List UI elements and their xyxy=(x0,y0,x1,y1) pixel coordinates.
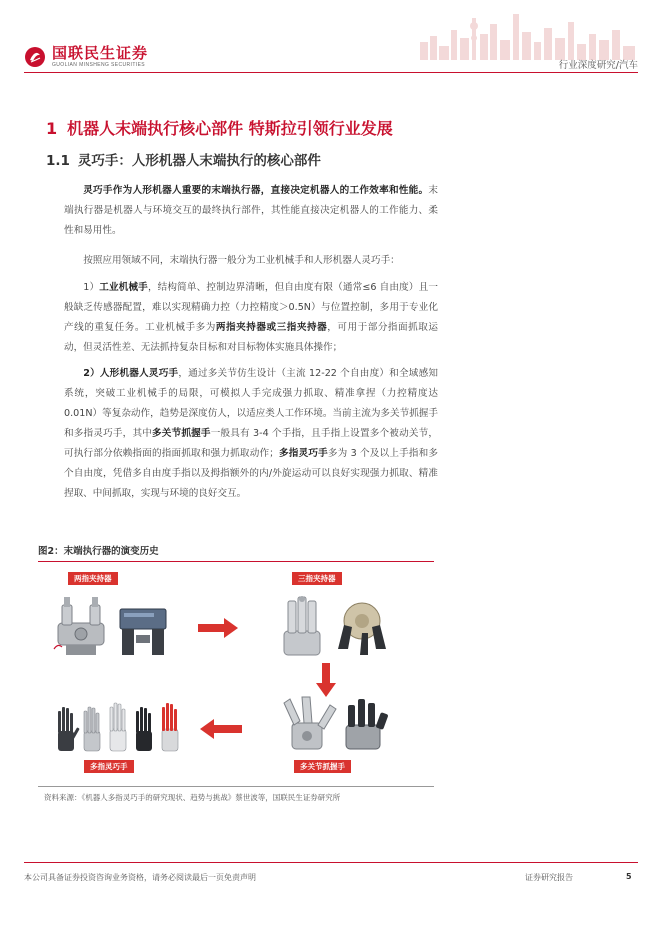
paragraph-intro-text: 末端执行器是机器人与环境交互的最终执行部件，其性能直接决定机器人的工作能力、柔性和易用性。 xyxy=(64,185,438,236)
figure-top-rule xyxy=(38,561,434,562)
logo-name-en: GUOLIAN MINSHENG SECURITIES xyxy=(52,62,146,68)
logo-mark-icon xyxy=(24,46,46,68)
footer-disclaimer: 本公司具备证券投资咨询业务资格，请务必阅读最后一页免责声明 xyxy=(24,873,256,882)
paragraph-industrial-text-1: ，结构简单、控制边界清晰，但自由度有限（通常≤6 自由度）且一般缺乏传感器配置，难以实现精确力控（力控精度＞0.5N）与位置控制，多用于专业化产线的重复任务。工业机械手多为 xyxy=(64,282,439,333)
section-title: 机器人末端执行核心部件 特斯拉引领行业发展 xyxy=(67,119,393,138)
report-category: 行业深度研究/汽车 xyxy=(558,60,638,71)
header-divider xyxy=(24,72,638,73)
figure-end-effector-evolution xyxy=(38,563,434,785)
paragraph-industrial-lead: 1） xyxy=(83,282,100,293)
label-three-finger-gripper: 三指夹持器 xyxy=(292,572,342,585)
multi-finger-hand-white-icon xyxy=(110,703,126,751)
paragraph-humanoid-text-3: 多为 3 个及以上手指和多个自由度，凭借多自由度手指以及拇指额外的内/外旋运动可以良好实现强力抓取、精准捏取、中间抓取，实现与环境的良好交互。 xyxy=(64,448,439,499)
paragraph-classification: 按照应用领域不同，末端执行器一般分为工业机械手和人形机器人灵巧手： xyxy=(83,255,400,266)
subsection-heading xyxy=(46,149,321,169)
multi-finger-hand-light-icon xyxy=(84,707,100,751)
arrow-left-icon xyxy=(200,719,242,739)
footer-divider xyxy=(24,862,638,863)
logo-name-cn: 国联民生证券 xyxy=(52,44,149,62)
arrow-right-icon xyxy=(198,618,238,638)
paragraph-intro xyxy=(64,181,438,241)
section-number: 1 xyxy=(46,119,58,138)
label-multi-joint-hand: 多关节抓握手 xyxy=(294,760,351,773)
paragraph-humanoid-text-1: ，通过多关节仿生设计（主流 12-22 个自由度）和全域感知系统，突破工业机械手的局限，可模拟人手完成强力抓取、精准拿捏（力控精度达 0.01N）等复杂动作，趋势是深度仿人，以适应类人工作环境。当前主流为多关节抓握手和多指灵巧手，其中 xyxy=(64,368,438,439)
paragraph-humanoid-text-2: 一般具有 3-4 个手指，且手指上设置多个被动关节，可执行部分依赖指面的指面抓取和强力抓取动作； xyxy=(64,428,439,459)
page-header xyxy=(0,0,662,80)
paragraph-humanoid xyxy=(64,364,438,504)
multi-finger-hand-dark-icon xyxy=(58,707,80,751)
multi-finger-hand-black-icon xyxy=(136,707,152,751)
figure-title: 图2：末端执行器的演变历史 xyxy=(38,546,159,557)
figure-illustration xyxy=(38,563,434,785)
subsection-number: 1.1 xyxy=(46,153,70,169)
three-finger-gripper-a-icon xyxy=(284,596,320,655)
subsection-title: 灵巧手：人形机器人末端执行的核心部件 xyxy=(77,153,321,169)
figure-source: 资料来源：《机器人多指灵巧手的研究现状、趋势与挑战》蔡世波等，国联民生证券研究所 xyxy=(44,793,341,802)
three-finger-gripper-b-icon xyxy=(338,603,386,655)
multi-finger-hand-red-icon xyxy=(162,703,178,751)
city-skyline-decoration xyxy=(420,8,640,60)
paragraph-industrial-text-2: ，可用于部分指面抓取运动，但灵活性差、无法抓持复杂目标和对目标物体实施具体操作； xyxy=(64,322,439,353)
page-number: 5 xyxy=(626,872,632,881)
multi-joint-gripper-a-icon xyxy=(284,697,336,749)
paragraph-industrial-bold-2: 两指夹持器或三指夹持器 xyxy=(215,322,328,333)
footer-report-type: 证券研究报告 xyxy=(525,873,573,882)
company-logo xyxy=(24,45,148,69)
paragraph-humanoid-bold-1: 2）人形机器人灵巧手 xyxy=(83,368,179,379)
two-finger-gripper-b-icon xyxy=(120,609,166,655)
section-heading xyxy=(46,116,393,139)
paragraph-industrial xyxy=(64,278,438,358)
paragraph-humanoid-bold-2: 多关节抓握手 xyxy=(152,428,211,439)
paragraph-humanoid-bold-3: 多指灵巧手 xyxy=(278,448,328,459)
label-two-finger-gripper: 两指夹持器 xyxy=(68,572,118,585)
paragraph-intro-bold: 灵巧手作为人形机器人重要的末端执行器，直接决定机器人的工作效率和性能。 xyxy=(83,185,429,196)
multi-joint-gripper-b-icon xyxy=(346,699,388,749)
arrow-down-icon xyxy=(316,663,336,697)
label-multi-finger-hand: 多指灵巧手 xyxy=(84,760,134,773)
paragraph-industrial-bold-1: 工业机械手 xyxy=(99,282,148,293)
figure-bottom-rule xyxy=(38,786,434,787)
two-finger-gripper-a-icon xyxy=(54,597,104,655)
